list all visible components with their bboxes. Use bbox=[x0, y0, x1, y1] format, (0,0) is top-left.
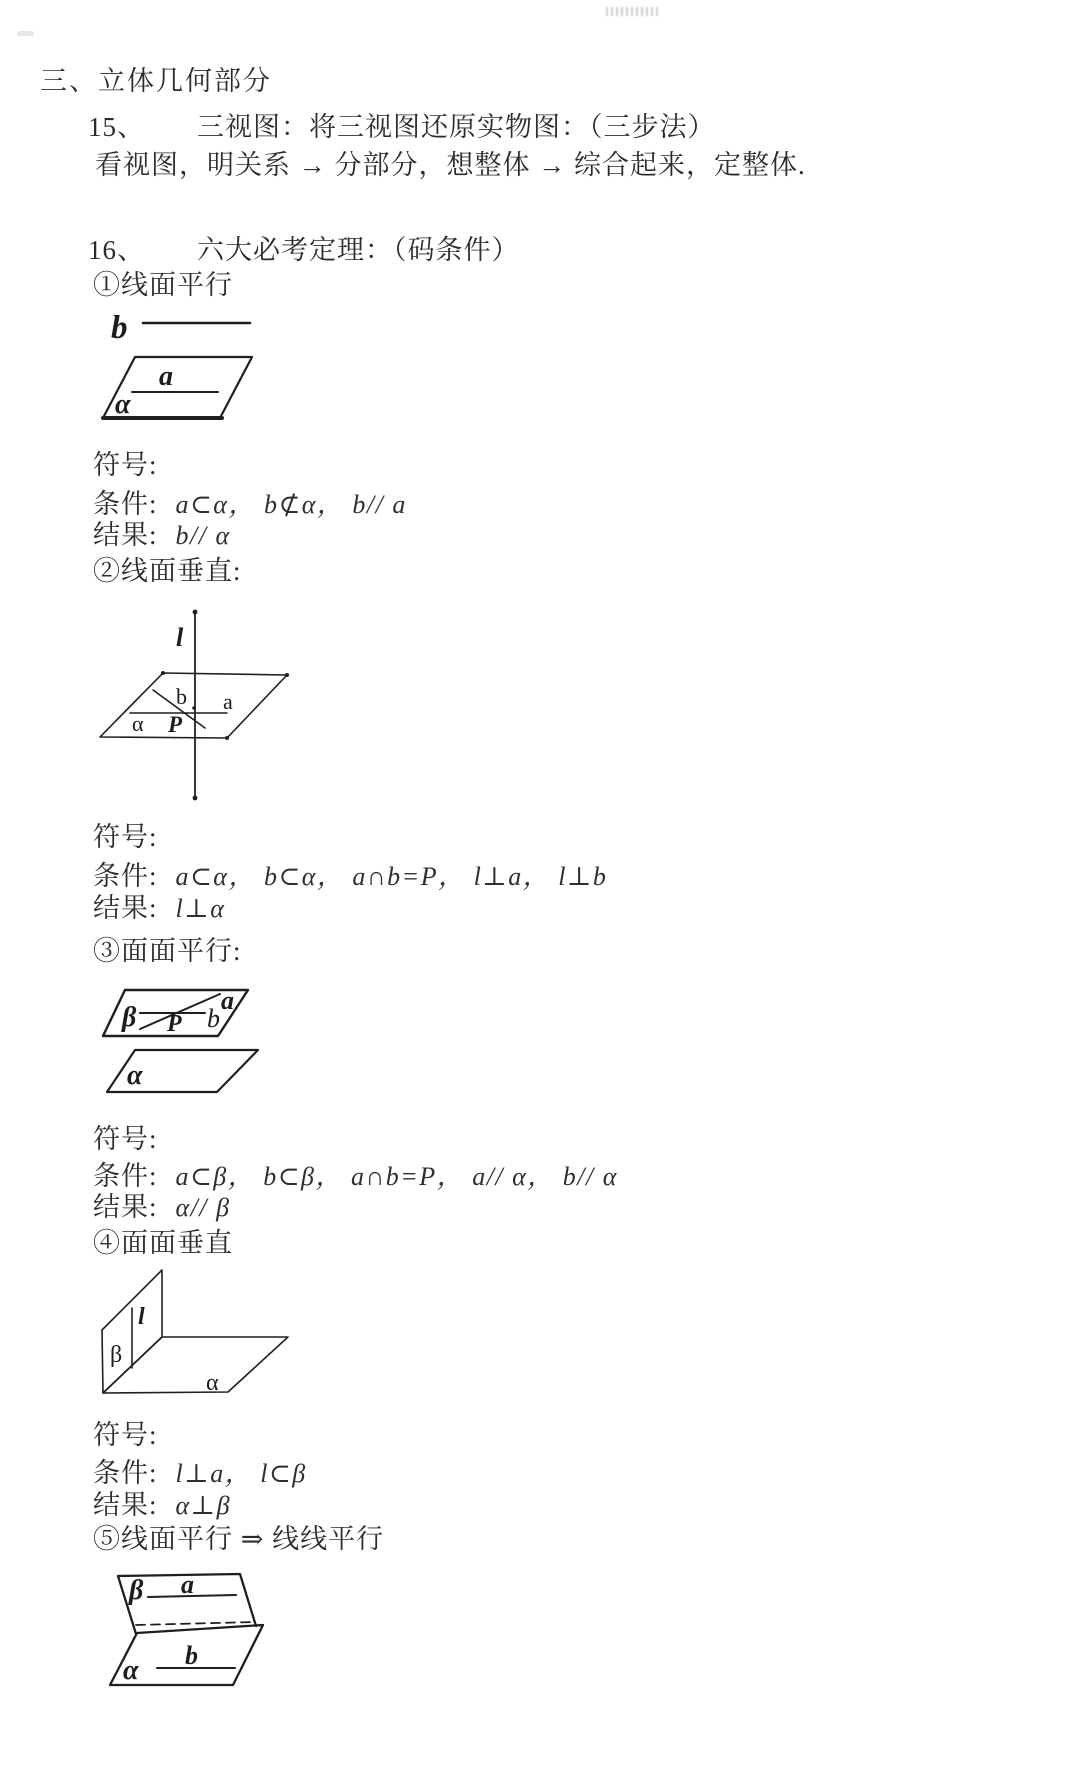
plane-alpha-shape bbox=[103, 1337, 288, 1393]
condition-label: 条件: bbox=[93, 1458, 158, 1488]
label-line-a: a bbox=[181, 1570, 194, 1599]
condition-math: l⊥a， l⊂β bbox=[175, 1459, 307, 1488]
theorem3-result-row bbox=[93, 1192, 231, 1223]
result-label: 结果: bbox=[93, 893, 158, 923]
condition-math: a⊂β， b⊂β， a∩b=P， a// α， b// α bbox=[175, 1162, 618, 1191]
theorem1-condition-row bbox=[93, 484, 407, 521]
theorem4-symbol-label: 符号: bbox=[93, 1420, 158, 1450]
label-plane-beta: β bbox=[110, 1342, 123, 1368]
scan-artifact-speck bbox=[17, 31, 34, 36]
label-line-b: b bbox=[185, 1641, 198, 1670]
condition-math: a⊂α， b⊄α， b// a bbox=[175, 490, 407, 519]
dot bbox=[193, 796, 198, 801]
theorem3-condition-row bbox=[93, 1156, 618, 1193]
section-heading: 三、立体几何部分 bbox=[40, 66, 272, 96]
label-point-P: P bbox=[168, 712, 183, 737]
theorem1-result-row bbox=[93, 520, 231, 551]
theorem2-symbol-label: 符号: bbox=[93, 822, 158, 852]
item16-title: 六大必考定理：（码条件） bbox=[197, 235, 520, 265]
label-plane-beta: β bbox=[122, 1002, 137, 1033]
theorem4-condition-row bbox=[93, 1453, 307, 1490]
theorem2-condition-row bbox=[93, 856, 607, 893]
result-math: α// β bbox=[175, 1193, 231, 1222]
theorem5-heading: ⑤线面平行 ⇒ 线线平行 bbox=[93, 1524, 385, 1554]
result-math: b// α bbox=[175, 521, 231, 550]
label-line-a: a bbox=[221, 986, 234, 1015]
theorem3-heading: ③面面平行: bbox=[93, 936, 242, 966]
item15-title: 三视图：将三视图还原实物图：（三步法） bbox=[197, 112, 716, 142]
condition-math: a⊂α， b⊂α， a∩b=P， l⊥a， l⊥b bbox=[175, 862, 608, 891]
label-point-P: P bbox=[167, 1011, 182, 1037]
result-label: 结果: bbox=[93, 1490, 158, 1520]
label-line-b: b bbox=[176, 684, 187, 709]
dot bbox=[285, 673, 289, 677]
theorem1-heading: ①线面平行 bbox=[93, 270, 233, 300]
theorem1-symbol-label: 符号: bbox=[93, 450, 158, 480]
label-line-a: a bbox=[223, 689, 233, 714]
intersection-dashed-line bbox=[136, 1622, 255, 1625]
diagram-plane-plane-parallel bbox=[95, 980, 275, 1100]
line-a-shape bbox=[148, 1595, 236, 1597]
theorem4-heading: ④面面垂直 bbox=[93, 1228, 233, 1258]
label-line-b: b bbox=[207, 1004, 220, 1033]
diagram-line-line-parallel bbox=[95, 1568, 280, 1703]
label-line-b: b bbox=[111, 310, 128, 346]
scan-artifact-smudge bbox=[606, 7, 660, 16]
label-plane-beta: β bbox=[129, 1575, 144, 1606]
label-line-a: a bbox=[159, 361, 173, 392]
theorem4-result-row bbox=[93, 1490, 231, 1521]
result-label: 结果: bbox=[93, 520, 158, 550]
dot bbox=[193, 610, 198, 615]
theorem2-heading: ②线面垂直: bbox=[93, 556, 242, 586]
item15-number: 15、 bbox=[88, 112, 145, 142]
result-math: α⊥β bbox=[175, 1491, 232, 1520]
label-line-l: l bbox=[176, 623, 184, 652]
result-math: l⊥α bbox=[175, 894, 226, 923]
plane-alpha-shape bbox=[100, 673, 287, 738]
condition-label: 条件: bbox=[93, 861, 158, 891]
label-plane-alpha: α bbox=[123, 1655, 139, 1686]
diagram-line-plane-parallel bbox=[95, 295, 265, 430]
result-label: 结果: bbox=[93, 1192, 158, 1222]
theorem2-result-row bbox=[93, 893, 225, 924]
label-plane-alpha: α bbox=[132, 711, 144, 736]
theorem3-symbol-label: 符号: bbox=[93, 1124, 158, 1154]
dot bbox=[161, 671, 165, 675]
label-line-l: l bbox=[138, 1304, 145, 1330]
condition-label: 条件: bbox=[93, 489, 158, 519]
label-plane-alpha: α bbox=[115, 389, 131, 420]
dot bbox=[225, 736, 229, 740]
diagram-line-plane-perpendicular bbox=[90, 600, 300, 810]
diagram-plane-plane-perpendicular bbox=[90, 1262, 305, 1402]
label-plane-alpha: α bbox=[206, 1370, 219, 1396]
label-plane-alpha: α bbox=[127, 1060, 143, 1091]
item16-number: 16、 bbox=[88, 235, 145, 265]
condition-label: 条件: bbox=[93, 1161, 158, 1191]
dot bbox=[192, 706, 196, 710]
item15-body: 看视图，明关系 → 分部分，想整体 → 综合起来，定整体. bbox=[95, 150, 806, 180]
